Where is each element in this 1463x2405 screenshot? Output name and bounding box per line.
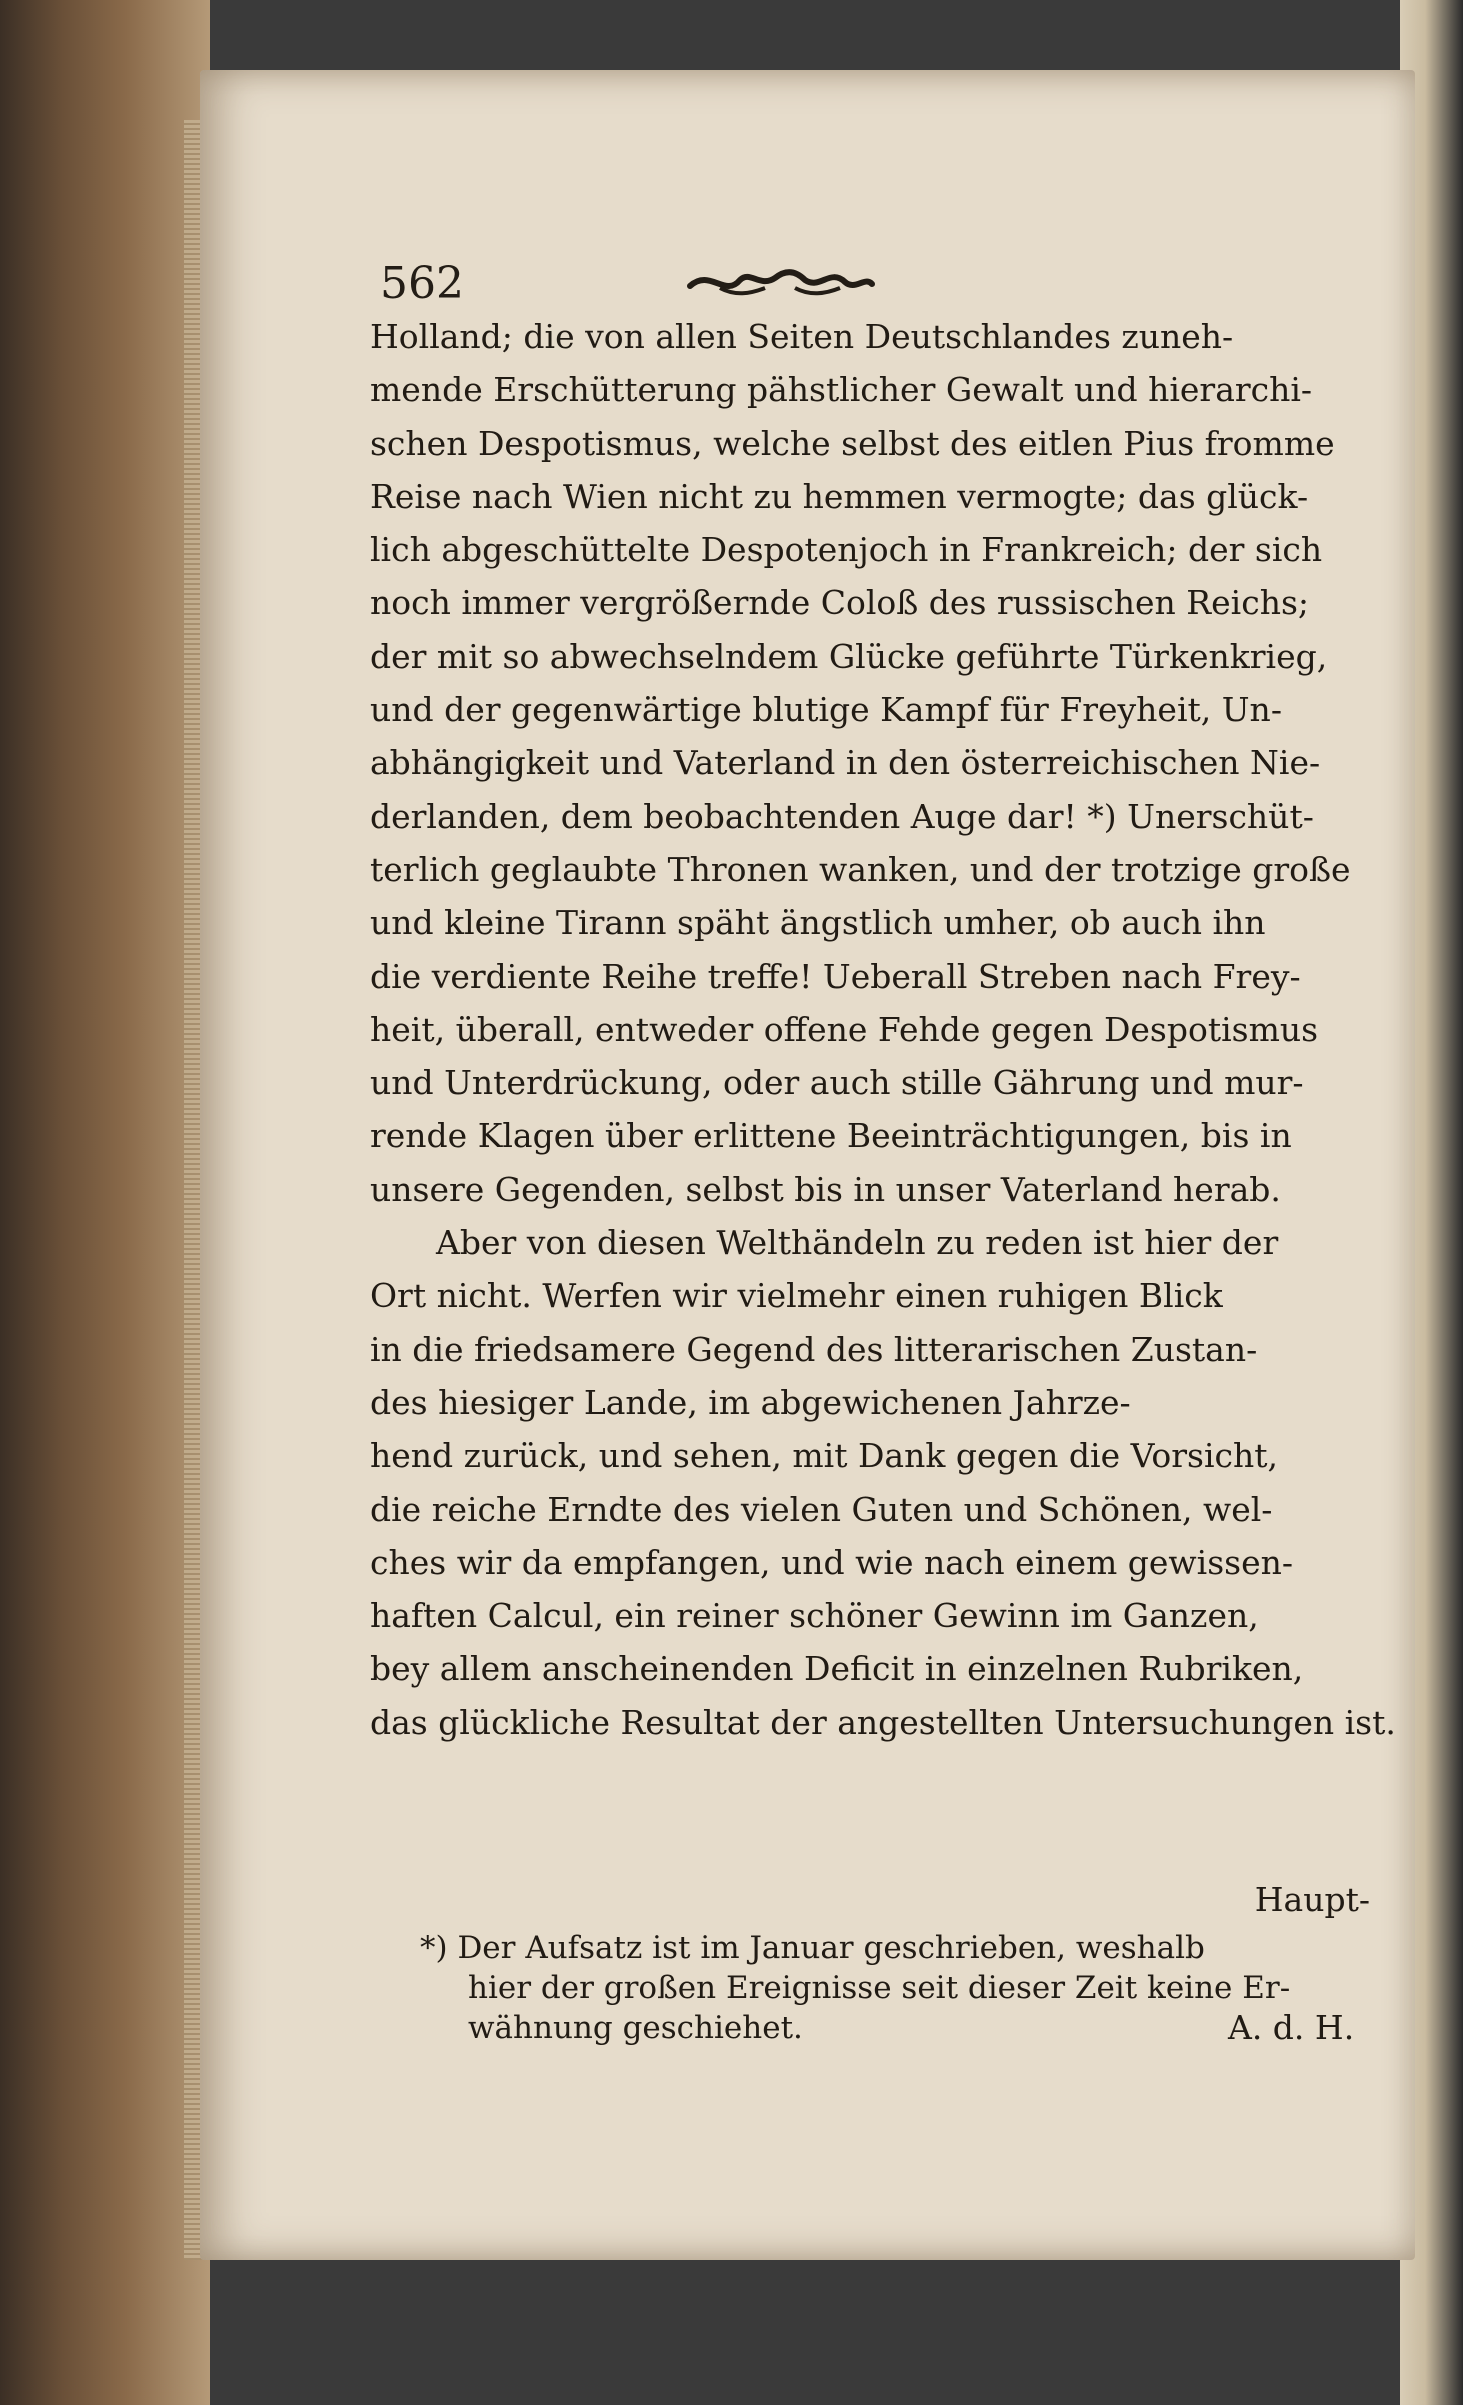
text-line: in die friedsamere Gegend des litterarischen Zustan- bbox=[370, 1329, 1258, 1369]
footnote-signature: A. d. H. bbox=[1228, 2008, 1355, 2047]
body-text bbox=[370, 310, 1396, 1749]
text-line: noch immer vergrößernde Coloß des russischen Reichs; bbox=[370, 583, 1310, 623]
text-line: rende Klagen über erlittene Beeinträchtigungen, bis in bbox=[370, 1116, 1292, 1156]
text-line: heit, überall, entweder offene Fehde gegen Despotismus bbox=[370, 1009, 1319, 1049]
text-line: und der gegenwärtige blutige Kampf für Freyheit, Un- bbox=[370, 690, 1282, 730]
paragraph-1 bbox=[370, 310, 1370, 1216]
page-number: 562 bbox=[380, 258, 464, 309]
book-left-edge bbox=[0, 0, 210, 2405]
text-line: und kleine Tirann späht ängstlich umher, ob auch ihn bbox=[370, 903, 1266, 943]
text-line: die reiche Erndte des vielen Guten und Schönen, wel- bbox=[370, 1489, 1273, 1529]
footnote-line: *) Der Aufsatz ist im Januar geschrieben, weshalb bbox=[420, 1930, 1205, 1966]
paragraph-2 bbox=[370, 1216, 1396, 1749]
text-line: hend zurück, und sehen, mit Dank gegen die Vorsicht, bbox=[370, 1436, 1279, 1476]
text-line: der mit so abwechselndem Glücke geführte Türkenkrieg, bbox=[370, 636, 1328, 676]
text-line: Holland; die von allen Seiten Deutschlandes zuneh- bbox=[370, 317, 1234, 356]
ornament-icon bbox=[680, 258, 880, 308]
text-line: bey allem anscheinenden Deficit in einzelnen Rubriken, bbox=[370, 1649, 1304, 1689]
catchword: Haupt- bbox=[1254, 1880, 1370, 1919]
footnote-line: wähnung geschiehet. bbox=[468, 2010, 803, 2046]
text-line: Ort nicht. Werfen wir vielmehr einen ruhigen Blick bbox=[370, 1276, 1223, 1316]
text-line: das glückliche Resultat der angestellten Untersuchungen ist. bbox=[370, 1702, 1396, 1742]
text-line: abhängigkeit und Vaterland in den österreichischen Nie- bbox=[370, 743, 1321, 783]
text-line: Aber von diesen Welthändeln zu reden ist hier der bbox=[436, 1223, 1279, 1263]
text-line: mende Erschütterung pähstlicher Gewalt und hierarchi- bbox=[370, 370, 1313, 410]
text-line: derlanden, dem beobachtenden Auge dar! *) Unerschüt- bbox=[370, 796, 1314, 836]
text-line: lich abgeschüttelte Despotenjoch in Frankreich; der sich bbox=[370, 530, 1323, 570]
text-line: ches wir da empfangen, und wie nach einem gewissen- bbox=[370, 1542, 1294, 1582]
text-line: terlich geglaubte Thronen wanken, und der trotzige große bbox=[370, 849, 1351, 889]
text-line: unsere Gegenden, selbst bis in unser Vaterland herab. bbox=[370, 1169, 1281, 1209]
text-line: schen Despotismus, welche selbst des eitlen Pius fromme bbox=[370, 423, 1335, 463]
book-page bbox=[200, 70, 1415, 2260]
text-line: Reise nach Wien nicht zu hemmen vermogte; das glück- bbox=[370, 476, 1309, 516]
footnote bbox=[420, 1928, 1380, 2048]
text-line: haften Calcul, ein reiner schöner Gewinn im Ganzen, bbox=[370, 1596, 1259, 1636]
footnote-line: hier der großen Ereignisse seit dieser Zeit keine Er- bbox=[468, 1970, 1291, 2006]
text-line: des hiesiger Lande, im abgewichenen Jahrze- bbox=[370, 1382, 1131, 1422]
text-line: und Unterdrückung, oder auch stille Gährung und mur- bbox=[370, 1063, 1304, 1103]
text-line: die verdiente Reihe treffe! Ueberall Streben nach Frey- bbox=[370, 956, 1301, 996]
